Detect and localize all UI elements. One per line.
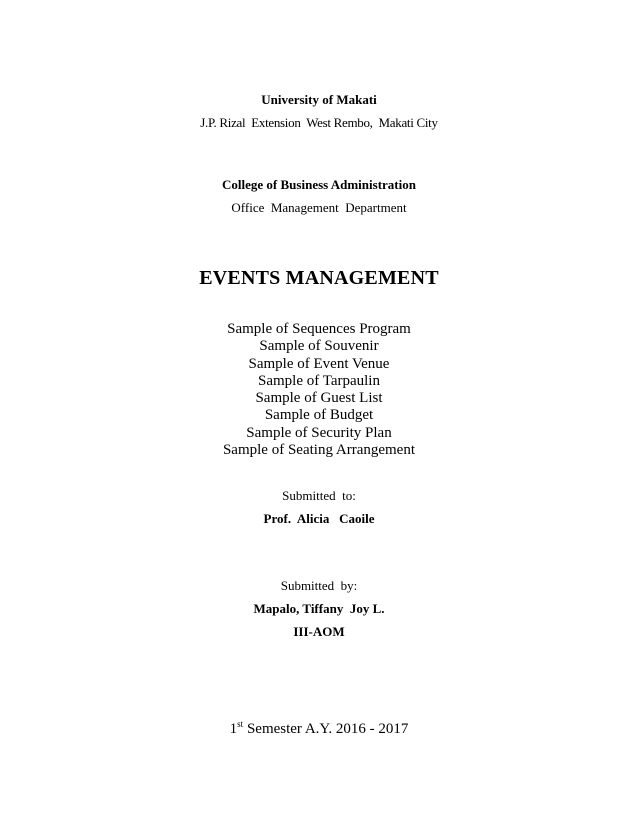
topic-item: Sample of Security Plan (246, 424, 392, 441)
university-name: University of Makati (261, 92, 377, 107)
semester-line (0, 719, 638, 737)
submitted-by-name: Mapalo, Tiffany Joy L. (253, 601, 385, 616)
semester-ordinal-number: 1 (229, 721, 238, 737)
university-address: J.P. Rizal Extension West Rembo, Makati City (200, 115, 438, 130)
topic-item: Sample of Sequences Program (227, 321, 411, 337)
submitted-by-label: Submitted by: (280, 578, 358, 593)
submitted-to-name: Prof. Alicia Caoile (263, 511, 375, 526)
topic-item: Sample of Souvenir (259, 338, 379, 355)
document-title: EVENTS MANAGEMENT (199, 267, 439, 289)
semester-text: Semester A.Y. 2016 - 2017 (243, 721, 409, 737)
submitted-to-label: Submitted to: (282, 488, 356, 503)
topic-item: Sample of Tarpaulin (258, 372, 380, 389)
college-name: College of Business Administration (222, 177, 416, 192)
topic-list (0, 321, 638, 459)
topic-item: Sample of Guest List (255, 390, 383, 407)
topic-item: Sample of Event Venue (248, 355, 390, 372)
topic-item: Sample of Seating Arrangement (222, 442, 416, 459)
department-name: Office Management Department (231, 200, 407, 215)
topic-item: Sample of Budget (264, 407, 374, 424)
student-section: III-AOM (293, 624, 345, 639)
semester-ordinal-suffix: st (237, 719, 244, 729)
